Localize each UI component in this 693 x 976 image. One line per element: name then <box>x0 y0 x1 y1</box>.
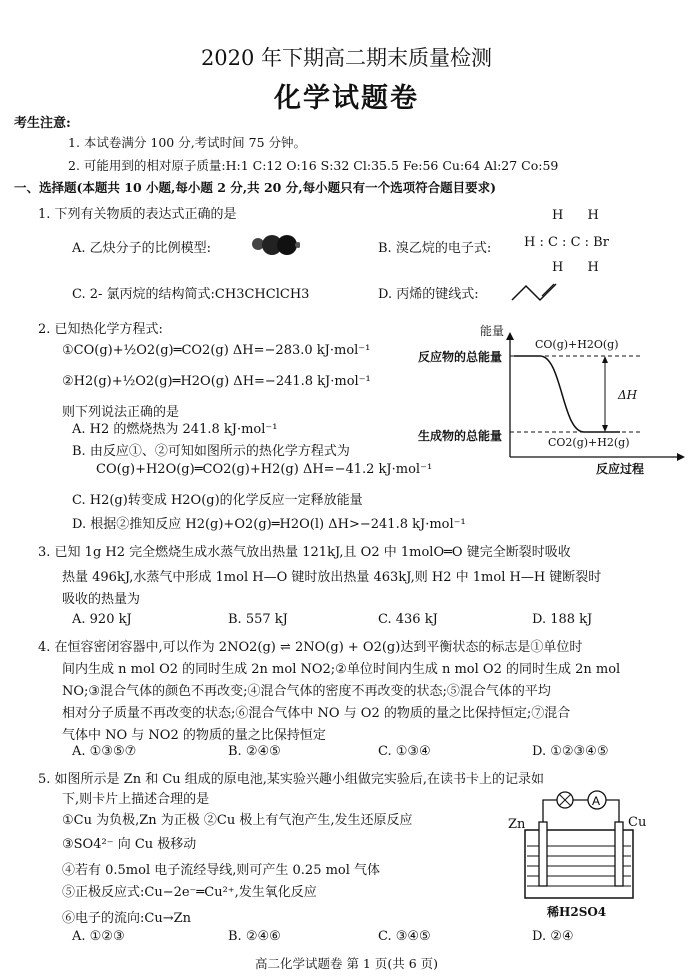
electron-formula-bottom: H H <box>552 260 609 275</box>
cell-solution-label: 稀H2SO4 <box>547 905 607 919</box>
q3-option-d: D. 188 kJ <box>532 612 593 627</box>
q4-option-b: B. ②④⑤ <box>228 744 281 759</box>
graph-product-label: 生成物的总能量 <box>418 429 503 443</box>
notice-item-2: 2. 可能用到的相对原子质量:H:1 C:12 O:16 S:32 Cl:35.5 Fe:56 Cu:64 Al:27 Co:59 <box>68 158 559 173</box>
q4-option-a: A. ①③⑤⑦ <box>72 744 137 759</box>
q5-line-2: 下,则卡片上描述合理的是 <box>62 792 210 807</box>
q5-option-b: B. ②④⑥ <box>228 929 281 944</box>
q2-eq2: ②H2(g)+½O2(g)═H2O(g) ΔH=−241.8 kJ·mol⁻¹ <box>62 374 371 389</box>
q4-option-d: D. ①②③④⑤ <box>532 744 609 759</box>
graph-x-label: 反应过程 <box>596 462 645 476</box>
q3-option-c: C. 436 kJ <box>378 612 438 627</box>
q2-option-d: D. 根据②推知反应 H2(g)+O2(g)═H2O(l) ΔH>−241.8 kJ·mol⁻¹ <box>72 517 466 532</box>
electron-formula-mid: H : C : C : Br <box>524 235 609 250</box>
page-footer: 高二化学试题卷 第 1 页(共 6 页) <box>254 956 439 971</box>
q3-line-3: 吸收的热量为 <box>62 592 141 607</box>
q4-line-4: 相对分子质量不再改变的状态;⑥混合气体中 NO 与 O2 的物质的量之比保持恒定;⑦混合 <box>62 706 571 721</box>
q5-option-c: C. ③④⑤ <box>378 929 431 944</box>
q5-option-a: A. ①②③ <box>72 929 125 944</box>
q4-line-5: 气体中 NO 与 NO2 的物质的量之比保持恒定 <box>62 728 326 743</box>
q2-stem: 2. 已知热化学方程式: <box>38 322 163 337</box>
q5-statement-4: ④若有 0.5mol 电子流经导线,则可产生 0.25 mol 气体 <box>62 863 381 878</box>
graph-y-label: 能量 <box>480 324 505 338</box>
q1-option-c: C. 2- 氯丙烷的结构简式:CH3CHClCH3 <box>72 287 310 302</box>
q5-statement-6: ⑥电子的流向:Cu→Zn <box>62 911 191 926</box>
q5-statement-3: ③SO4²⁻ 向 Cu 极移动 <box>62 837 197 852</box>
q1-option-b: B. 溴乙烷的电子式: <box>378 241 492 256</box>
q1-stem: 1. 下列有关物质的表达式正确的是 <box>38 207 237 222</box>
q3-option-b: B. 557 kJ <box>228 612 288 627</box>
q1-option-a: A. 乙炔分子的比例模型: <box>72 241 212 256</box>
q4-line-3: NO;③混合气体的颜色不再改变;④混合气体的密度不再改变的状态;⑤混合气体的平均 <box>62 684 551 699</box>
acetylene-model-icon <box>248 232 300 258</box>
q4-line-1: 4. 在恒容密闭容器中,可以作为 2NO2(g) ⇌ 2NO(g) + O2(g)达到平衡状态的标志是①单位时 <box>38 640 583 655</box>
q5-statement-1-2: ①Cu 为负极,Zn 为正极 ②Cu 极上有气泡产生,发生还原反应 <box>62 813 413 828</box>
propene-skeletal-icon <box>510 278 558 304</box>
ammeter-symbol: A <box>592 794 601 808</box>
notice-label: 考生注意: <box>14 116 71 131</box>
cell-zn-label: Zn <box>508 817 526 832</box>
electron-formula-top: H H <box>552 208 609 223</box>
section-title: 一、选择题(本题共 10 小题,每小题 2 分,共 20 分,每小题只有一个选项符合题目要求) <box>14 180 496 195</box>
graph-reactant-label: 反应物的总能量 <box>418 350 503 364</box>
q2-eq1: ①CO(g)+½O2(g)═CO2(g) ΔH=−283.0 kJ·mol⁻¹ <box>62 343 371 358</box>
q5-statement-5: ⑤正极反应式:Cu−2e⁻═Cu²⁺,发生氧化反应 <box>62 885 317 900</box>
energy-diagram <box>500 332 685 462</box>
graph-bottom-species: CO2(g)+H2(g) <box>548 436 630 449</box>
galvanic-cell-diagram <box>515 786 640 902</box>
q5-line-1: 5. 如图所示是 Zn 和 Cu 组成的原电池,某实验兴趣小组做完实验后,在读书卡上的记录如 <box>38 772 545 787</box>
page-title: 2020 年下期高二期末质量检测 <box>200 46 493 70</box>
q2-option-b-equation: CO(g)+H2O(g)═CO2(g)+H2(g) ΔH=−41.2 kJ·mol⁻¹ <box>96 462 433 477</box>
q4-option-c: C. ①③④ <box>378 744 431 759</box>
q3-option-a: A. 920 kJ <box>72 612 132 627</box>
q4-line-2: 间内生成 n mol O2 的同时生成 2n mol NO2;②单位时间内生成 n mol O2 的同时生成 2n mol <box>62 662 621 677</box>
graph-dh-label: ΔH <box>618 388 638 402</box>
q3-line-2: 热量 496kJ,水蒸气中形成 1mol H—O 键时放出热量 463kJ,则 H2 中 1mol H—H 键断裂时 <box>62 570 602 585</box>
notice-item-1: 1. 本试卷满分 100 分,考试时间 75 分钟。 <box>68 135 307 150</box>
paper-title: 化学试题卷 <box>274 83 419 114</box>
q2-option-c: C. H2(g)转变成 H2O(g)的化学反应一定释放能量 <box>72 493 363 508</box>
q1-option-d: D. 丙烯的键线式: <box>378 287 479 302</box>
q2-option-b: B. 由反应①、②可知如图所示的热化学方程式为 <box>72 444 350 459</box>
q2-ask: 则下列说法正确的是 <box>62 405 180 420</box>
q3-line-1: 3. 已知 1g H2 完全燃烧生成水蒸气放出热量 121kJ,且 O2 中 1molO═O 键完全断裂时吸收 <box>38 545 571 560</box>
q2-option-a: A. H2 的燃烧热为 241.8 kJ·mol⁻¹ <box>72 422 278 437</box>
q5-option-d: D. ②④ <box>532 929 574 944</box>
graph-top-species: CO(g)+H2O(g) <box>535 338 619 351</box>
cell-cu-label: Cu <box>628 815 647 830</box>
